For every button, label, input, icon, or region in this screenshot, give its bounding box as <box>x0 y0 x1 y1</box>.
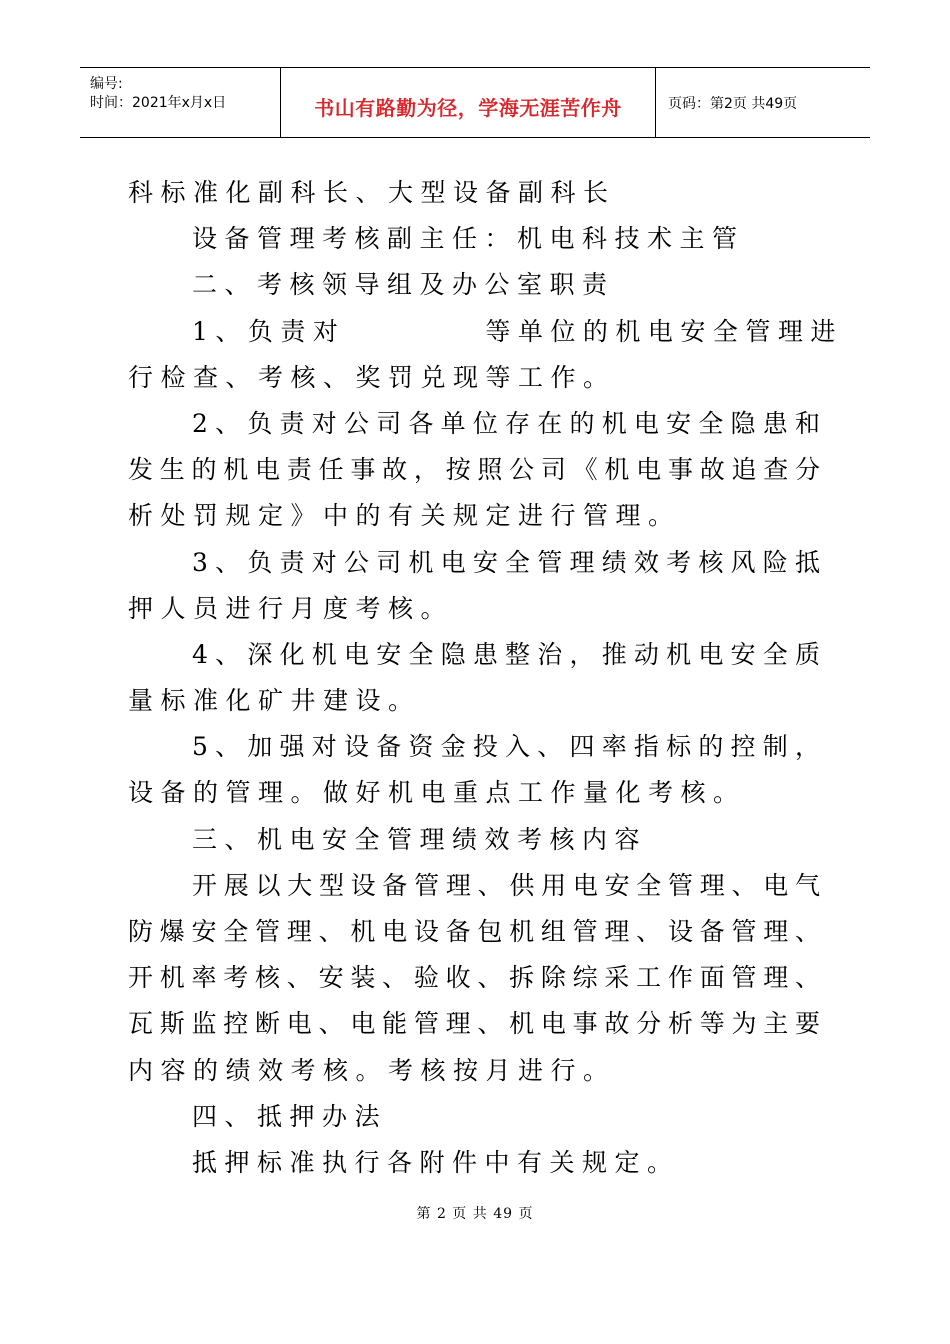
body-line-part: 等单位的机电安全管理进 <box>485 316 843 346</box>
body-line: 瓦斯监控断电、电能管理、机电事故分析等为主要 <box>128 1009 820 1039</box>
document-time-label: 时间：2021年x月x日 <box>90 95 227 111</box>
body-line: 2、负责对公司各单位存在的机电安全隐患和 <box>192 408 820 438</box>
header-motto-cell <box>281 68 656 137</box>
page-footer: 第 2 页 共 49 页 <box>416 1206 534 1222</box>
body-line: 内容的绩效考核。考核按月进行。 <box>128 1055 616 1085</box>
body-line <box>128 309 843 355</box>
header-info-cell <box>80 68 281 137</box>
body-line: 设备管理考核副主任：机电科技术主管 <box>192 224 745 254</box>
body-line: 三、机电安全管理绩效考核内容 <box>192 824 648 854</box>
body-line: 量标准化矿井建设。 <box>128 686 421 716</box>
header-page-cell <box>656 68 870 137</box>
body-line: 抵押标准执行各附件中有关规定。 <box>192 1147 680 1177</box>
body-line: 析处罚规定》中的有关规定进行管理。 <box>128 501 681 531</box>
document-number-label: 编号: <box>90 76 123 92</box>
body-line: 行检查、考核、奖罚兑现等工作。 <box>128 362 616 392</box>
body-line-part: 1、负责对 <box>192 316 346 346</box>
body-line: 设备的管理。做好机电重点工作量化考核。 <box>128 778 746 808</box>
body-line: 科标准化副科长、大型设备副科长 <box>128 178 616 207</box>
body-line: 5、加强对设备资金投入、四率指标的控制， <box>192 732 820 762</box>
page-header <box>80 67 870 138</box>
body-line: 3、负责对公司机电安全管理绩效考核风险抵 <box>192 547 820 577</box>
document-body <box>128 170 843 1186</box>
body-line: 防爆安全管理、机电设备包机组管理、设备管理、 <box>128 917 820 946</box>
body-line: 四、抵押办法 <box>192 1101 388 1131</box>
body-line: 发生的机电责任事故，按照公司《机电事故追查分 <box>128 455 820 485</box>
body-line: 开展以大型设备管理、供用电安全管理、电气 <box>192 870 820 900</box>
header-motto: 书山有路勤为径，学海无涯苦作舟 <box>314 96 622 120</box>
header-page-code: 页码：第2页 共49页 <box>668 96 798 112</box>
body-line: 押人员进行月度考核。 <box>128 593 454 623</box>
body-line: 4、深化机电安全隐患整治，推动机电安全质 <box>192 639 820 669</box>
body-line: 二、考核领导组及办公室职责 <box>192 270 615 300</box>
body-line: 开机率考核、安装、验收、拆除综采工作面管理、 <box>128 963 820 993</box>
